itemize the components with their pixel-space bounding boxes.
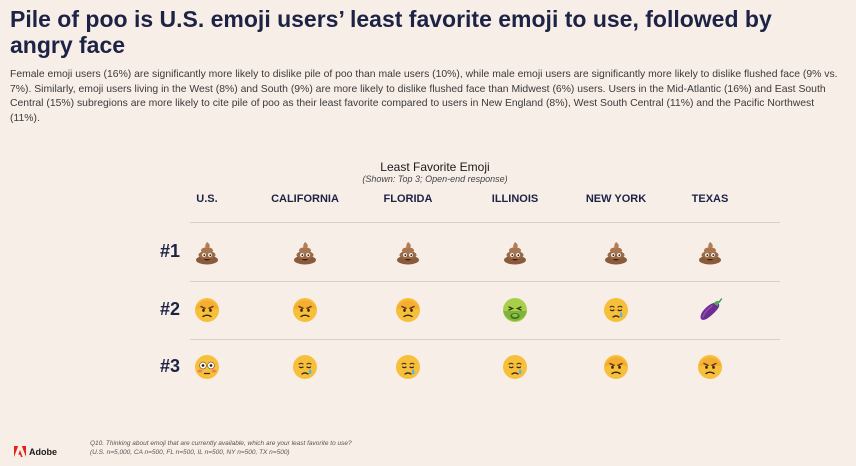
- column-header: CALIFORNIA: [271, 193, 339, 205]
- footnote-sample-sizes: (U.S. n=5,000, CA n=500, FL n=500, IL n=500, NY n=500, TX n=500): [90, 449, 290, 456]
- flushed-face-icon: [193, 353, 221, 381]
- pile-of-poo-icon: [501, 238, 529, 266]
- row-divider: [190, 281, 780, 282]
- pile-of-poo-icon: [602, 238, 630, 266]
- crying-face-icon: [291, 353, 319, 381]
- pile-of-poo-icon: [696, 238, 724, 266]
- angry-face-icon: [193, 296, 221, 324]
- column-header: ILLINOIS: [491, 193, 539, 205]
- angry-face-icon: [696, 353, 724, 381]
- adobe-logo: [14, 446, 57, 457]
- adobe-logo-icon: [14, 446, 26, 457]
- footnote-question: Q10. Thinking about emoji that are currently available, which are your least favorite to use?: [90, 440, 352, 447]
- row-divider: [190, 222, 780, 223]
- page-title: Pile of poo is U.S. emoji users’ least favorite emoji to use, followed by angry face: [10, 6, 772, 58]
- angry-face-icon: [602, 353, 630, 381]
- column-header: U.S.: [196, 193, 218, 205]
- rank-label: #1: [159, 241, 181, 261]
- adobe-logo-text: Adobe: [29, 446, 57, 457]
- rank-label: #3: [159, 356, 181, 376]
- crying-face-icon: [501, 353, 529, 381]
- column-header: NEW YORK: [585, 193, 647, 205]
- column-header: TEXAS: [691, 193, 729, 205]
- rank-label: #2: [159, 299, 181, 319]
- row-divider: [190, 339, 780, 340]
- eggplant-icon: [696, 296, 724, 324]
- angry-face-icon: [394, 296, 422, 324]
- column-header: FLORIDA: [383, 193, 433, 205]
- pile-of-poo-icon: [394, 238, 422, 266]
- footnote: [90, 439, 352, 457]
- description-text: Female emoji users (16%) are significantly more likely to dislike pile of poo than male users (10%), while male emoji users are significantly more likely to dislike flushed face (9% vs. 7%). Similarly, emoji users living in the West (8%) and South (9%) are more likely to dislike flushed face than Midwest (6%) users. Users in the Mid-Atlantic (16%) and East South Central (15%) subregions are more likely to cite pile of poo as their least favorite compared to users in New England (8%), West South Central (11%) and the Pacific Northwest (11%).: [10, 69, 838, 124]
- pile-of-poo-icon: [193, 238, 221, 266]
- table-title: Least Favorite Emoji: [380, 160, 490, 174]
- nauseated-face-icon: [501, 296, 529, 324]
- angry-face-icon: [291, 296, 319, 324]
- crying-face-icon: [394, 353, 422, 381]
- pile-of-poo-icon: [291, 238, 319, 266]
- crying-face-icon: [602, 296, 630, 324]
- table-subtitle: (Shown: Top 3; Open-end response): [362, 174, 508, 184]
